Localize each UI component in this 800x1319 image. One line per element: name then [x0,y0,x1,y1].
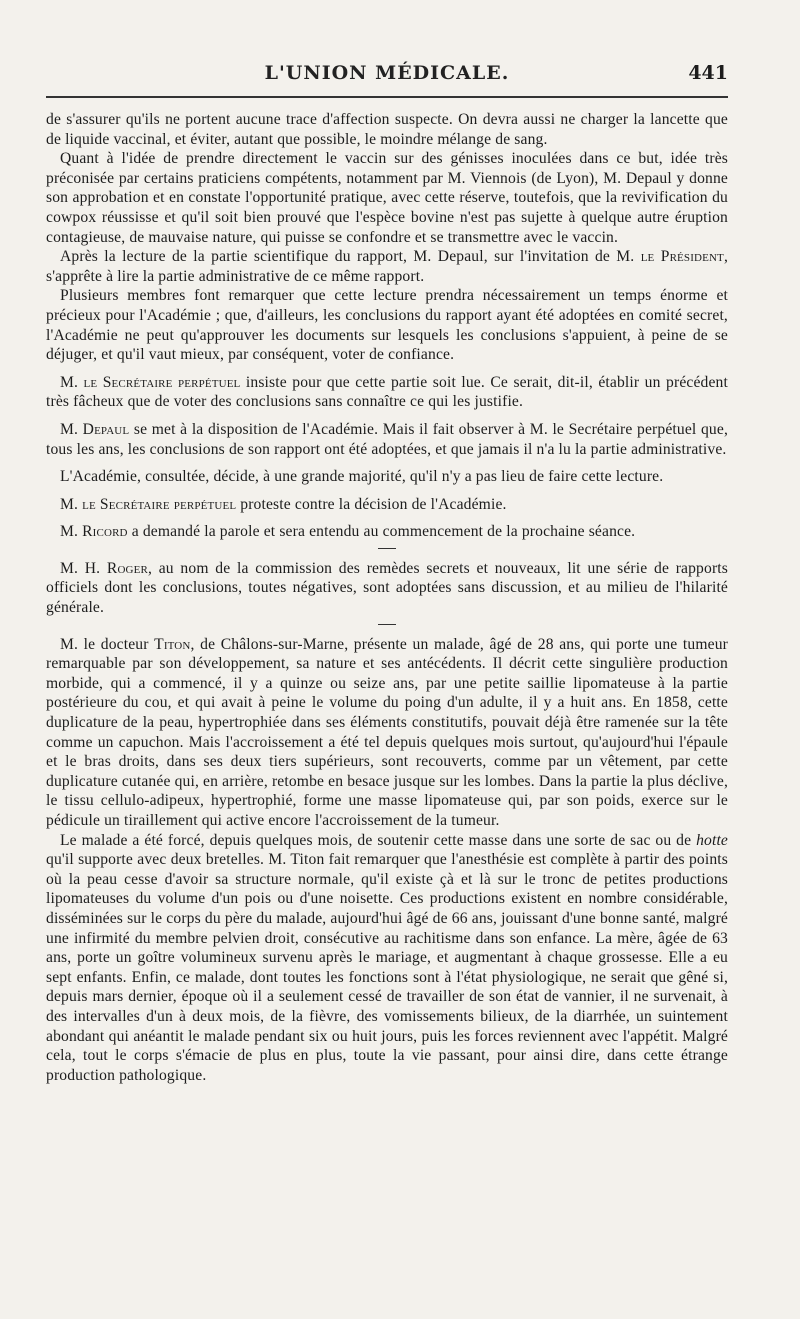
paragraph: M. Depaul se met à la disposition de l'Académie. Mais il fait observer à M. le Secrétaire perpétuel que, tous les ans, les conclusions de son rapport ont été adoptées, et que jamais il n'a lu la partie administrative. [46,420,728,458]
section-separator [378,624,396,625]
paragraph: Quant à l'idée de prendre directement le vaccin sur des génisses inoculées dans ce but, idée très préconisée par certains praticiens compétents, notamment par M. Viennois (de Lyon), M. Depaul y donne son approbation et en constate l'opportunité pratique, avec cette réserve, toutefois, que la revivification du cowpox réussisse et qu'il soit bien prouvé que l'espèce bovine n'est pas sujette à quelque autre éruption contagieuse, de mauvaise nature, qui puisse se confondre et se transmettre avec le vaccin. [46,150,728,246]
paragraph: Plusieurs membres font remarquer que cette lecture prendra nécessairement un temps énorme et précieux pour l'Académie ; que, d'ailleurs, les conclusions du rapport ayant été adoptées en comité secret, l'Académie ne peut qu'approuver les documents sur lesquels les conclusions s'appuient, à peine de se déjuger, et qu'il vaut mieux, par conséquent, voter de confiance. [46,287,728,364]
paragraph: de s'assurer qu'ils ne portent aucune trace d'affection suspecte. On devra aussi ne charger la lancette que de liquide vaccinal, et éviter, autant que possible, le moindre mélange de sang. [46,111,728,148]
article-body [46,110,728,1085]
paragraph: M. le Secrétaire perpétuel proteste contre la décision de l'Académie. [60,495,507,513]
paragraph: M. le Secrétaire perpétuel insiste pour que cette partie soit lue. Ce serait, dit-il, établir un précédent très fâcheux que de voter des conclusions sans connaître ce qui les justifie. [46,373,728,411]
paragraph: M. H. Roger, au nom de la commission des remèdes secrets et nouveaux, lit une série de rapports officiels dont les conclusions, toutes négatives, sont adoptées sans discussion, et au milieu de l'hilarité générale. [46,559,728,617]
section-separator [378,548,396,549]
paragraph: L'Académie, consultée, décide, à une grande majorité, qu'il n'y a pas lieu de faire cette lecture. [60,468,664,486]
page-header [46,62,728,92]
paragraph: Après la lecture de la partie scientifique du rapport, M. Depaul, sur l'invitation de M. le Président, s'apprête à lire la partie administrative de ce même rapport. [46,248,728,285]
paragraph: M. Ricord a demandé la parole et sera entendu au commencement de la prochaine séance. [60,523,636,541]
running-title: L'UNION MÉDICALE. [264,62,510,84]
paragraph: Le malade a été forcé, depuis quelques mois, de soutenir cette masse dans une sorte de sac ou de hotte qu'il supporte avec deux bretelles. M. Titon fait remarquer que l'anesthésie est complète à partir des points où la peau cesse d'avoir sa structure normale, qu'il existe çà et là sur le tronc de petites productions lipomateuses du volume d'un pois ou d'une noisette. Ces productions existent en nombre considérable, disséminées sur le corps du père du malade, aujourd'hui âgé de 66 ans, jouissant d'une bonne santé, malgré une infirmité du membre pelvien droit, consécutive au rachitisme dans son enfance. La mère, âgée de 63 ans, porte un goître volumineux survenu après le mariage, et augmentant à chaque grossesse. Elle a eu sept enfants. Enfin, ce malade, dont toutes les fonctions sont à l'état physiologique, ne serait que gêné si, depuis mars dernier, époque où il a seulement cessé de travailler de son état de vannier, il ne survenait, à des intervalles d'un à deux mois, de la fièvre, des vomissements bilieux, de la diarrhée, un suintement abondant qui anéantit le malade pendant six ou huit jours, puis les forces reviennent avec l'appétit. Malgré cela, tout le corps s'émacie de plus en plus, toute la vie passant, pour ainsi dire, dans cette étrange production pathologique. [46,831,728,1084]
page-number: 441 [688,62,728,84]
header-rule [46,96,728,98]
paragraph: M. le docteur Titon, de Châlons-sur-Marne, présente un malade, âgé de 28 ans, qui porte une tumeur remarquable par son développement, sa nature et ses antécédents. Il décrit cette singulière production morbide, qui a commencé, il y a quinze ou seize ans, par une petite saillie lipomateuse à la partie postérieure du cou, et qui avait à peine le volume du poing d'un adulte, il y a huit ans. En 1858, cette duplicature de la peau, hypertrophiée dans ses éléments constitutifs, pouvait déjà être ramenée sur la tête comme un capuchon. Mais l'accroissement a été tel depuis quelques mois surtout, qu'aujourd'hui l'épaule et le bras droits, dans ses deux tiers supérieurs, sont recouverts, comme par un vêtement, par cette duplicature cutanée qui, en arrière, retombe en besace jusque sur les lombes. Dans la partie la plus déclive, le tissu cellulo-adipeux, hypertrophié, forme une masse lipomateuse qui, par son poids, exerce sur le pédicule un tiraillement qui active encore l'accroissement de la tumeur. [46,635,728,829]
